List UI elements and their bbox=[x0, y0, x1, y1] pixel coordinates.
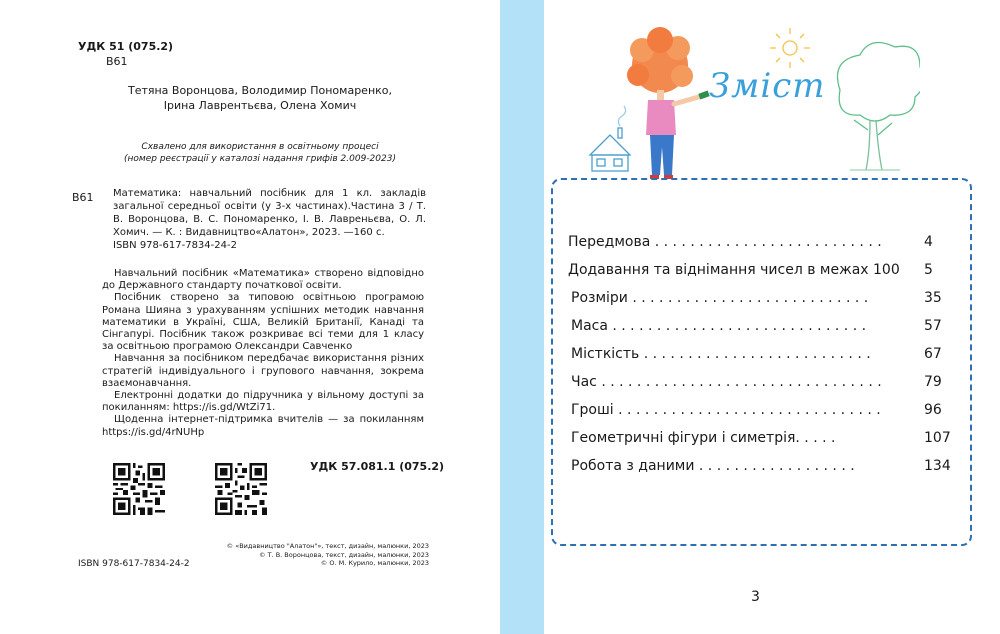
description-paragraph: Щоденна інтернет-підтримка вчителів — за покиланням https://is.gd/4rNUHp bbox=[102, 414, 424, 438]
page-gutter-strip bbox=[500, 0, 544, 634]
toc-item[interactable] bbox=[568, 458, 958, 480]
toc-item[interactable] bbox=[568, 290, 958, 312]
approval-line-2: (номер реєстрації у каталозі надання грифів 2.009-2023) bbox=[124, 154, 396, 164]
house-icon bbox=[590, 106, 630, 171]
sun-icon bbox=[770, 28, 810, 68]
toc-item[interactable] bbox=[568, 318, 958, 340]
toc-item-page: 4 bbox=[924, 234, 933, 250]
toc-item-title: Передмова . . . . . . . . . . . . . . . . . . . . . . . . . . bbox=[568, 234, 882, 250]
udk-top: УДК 51 (075.2) bbox=[78, 40, 174, 53]
bib-text: Математика: навчальний посібник для 1 кл. закладів загальної середньої освіти (у 3-х частинах).Частина 3 / Т. В. Воронцова, В. С. Пономаренко, І. В. Лавреньєва, О. Л. Хомич. — К. : Видавництво«Алатон», 2023. —160 с. bbox=[113, 188, 426, 238]
toc-item-page: 57 bbox=[924, 318, 942, 334]
description-paragraph: Посібник створено за типовою освітньою програмою Романа Шияна з урахуванням успішних методик навчання математики в Україні, США, Великій Британії, Канаді та Сінгапурі. Посібник також розкриває всі теми для 1 класу за освітньою програмою Олександри Савченко bbox=[102, 292, 424, 353]
description-paragraph: Електронні додатки до підручника у вільному доступі за покиланням: https://is.gd/WtZi71. bbox=[102, 390, 424, 414]
description bbox=[102, 268, 424, 439]
toc-item-title: Маса . . . . . . . . . . . . . . . . . . . . . . . . . . . . . bbox=[571, 318, 867, 334]
toc-item[interactable] bbox=[568, 234, 958, 256]
toc-item-title: Додавання та віднімання чисел в межах 100 bbox=[568, 262, 900, 278]
toc-item-title: Місткість . . . . . . . . . . . . . . . . . . . . . . . . . . bbox=[571, 346, 871, 362]
toc-title: Зміст bbox=[709, 66, 826, 106]
page-number: 3 bbox=[751, 589, 760, 605]
qr-code-2[interactable] bbox=[215, 463, 267, 515]
toc-item[interactable] bbox=[568, 346, 958, 368]
copyright-line: © Т. В. Воронцова, текст, дизайн, малюнки, 2023 bbox=[259, 550, 429, 559]
toc-item-page: 134 bbox=[924, 458, 951, 474]
approval-note bbox=[95, 141, 425, 165]
tree-icon bbox=[838, 43, 921, 171]
girl-illustration bbox=[627, 27, 710, 179]
toc-item[interactable] bbox=[568, 374, 958, 396]
toc-item-title: Час . . . . . . . . . . . . . . . . . . . . . . . . . . . . . . . . bbox=[571, 374, 882, 390]
toc-item-page: 96 bbox=[924, 402, 942, 418]
toc-item-page: 67 bbox=[924, 346, 942, 362]
toc-item-page: 107 bbox=[924, 430, 951, 446]
toc-item[interactable] bbox=[568, 262, 958, 284]
authors-line-2: Ірина Лаврентьєва, Олена Хомич bbox=[163, 99, 357, 112]
bib-code: В61 bbox=[72, 191, 94, 204]
copyright bbox=[180, 542, 429, 568]
toc-item-title: Розміри . . . . . . . . . . . . . . . . . . . . . . . . . . . bbox=[571, 290, 869, 306]
toc-item-title: Геометричні фігури і симетрія. . . . . bbox=[571, 430, 836, 446]
toc-item-title: Гроші . . . . . . . . . . . . . . . . . . . . . . . . . . . . . . bbox=[571, 402, 881, 418]
copyright-line: © «Видавництво "Алатон"», текст, дизайн, малюнки, 2023 bbox=[226, 542, 429, 550]
toc-item-page: 35 bbox=[924, 290, 942, 306]
bibliographic-record bbox=[113, 187, 426, 252]
copyright-line: © О. М. Курило, малюнки, 2023 bbox=[320, 559, 429, 567]
toc-item-page: 5 bbox=[924, 262, 933, 278]
toc-item-page: 79 bbox=[924, 374, 942, 390]
toc-item-title: Робота з даними . . . . . . . . . . . . . . . . . . bbox=[571, 458, 855, 474]
approval-line-1: Схвалено для використання в освітньому процесі bbox=[141, 142, 379, 152]
authors bbox=[95, 83, 425, 113]
qr-code-1[interactable] bbox=[113, 463, 165, 515]
isbn-bottom: ISBN 978-617-7834-24-2 bbox=[78, 559, 190, 569]
classification-code: В61 bbox=[106, 55, 128, 68]
description-paragraph: Навчальний посібник «Математика» створено відповідно до Державного стандарту початкової освіти. bbox=[102, 268, 424, 292]
description-paragraph: Навчання за посібником передбачає використання різних стратегій індивідуального і групового навчання, зокрема взаємонавчання. bbox=[102, 353, 424, 389]
toc-item[interactable] bbox=[568, 402, 958, 424]
toc-item[interactable] bbox=[568, 430, 958, 452]
udk-bottom: УДК 57.081.1 (075.2) bbox=[310, 460, 445, 473]
authors-line-1: Тетяна Воронцова, Володимир Пономаренко, bbox=[127, 84, 393, 97]
bib-isbn: ISBN 978-617-7834-24-2 bbox=[113, 240, 237, 251]
